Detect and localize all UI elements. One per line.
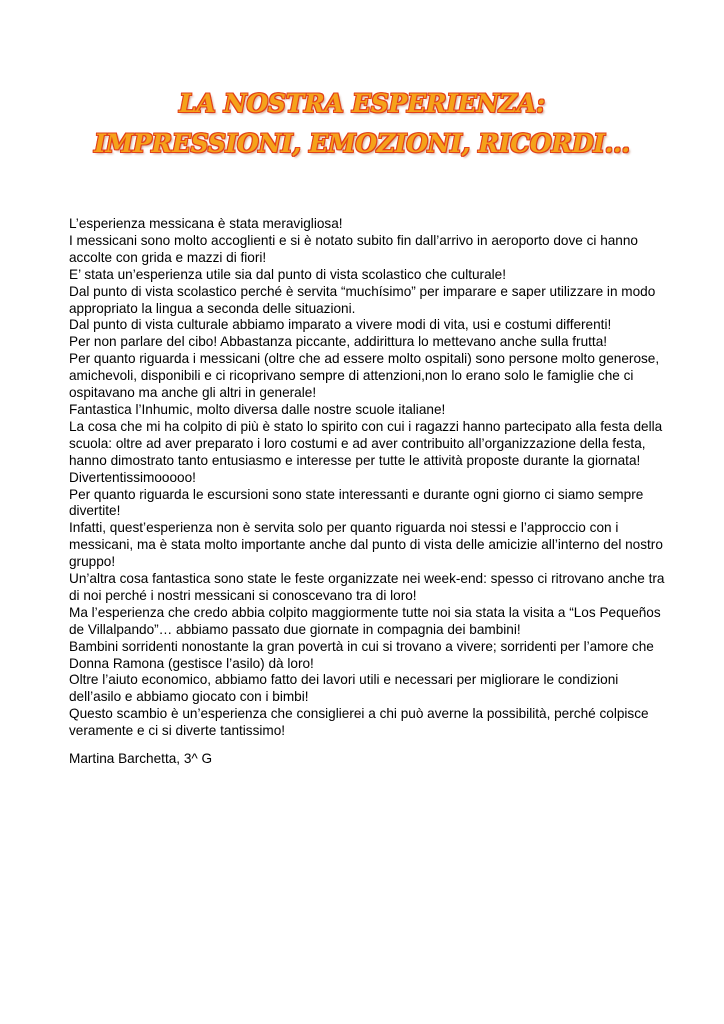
paragraph: L’esperienza messicana è stata meravigliosa! [69,216,343,231]
paragraph: La cosa che mi ha colpito di più è stato lo spirito con cui i ragazzi hanno partecipato alla festa della scuola: oltre ad aver preparato i loro costumi e ad aver contribuito all’organizzazione della festa, hanno dimostrato tanto entusiasmo e interesse per tutte le attività proposte durante la giornata! Divertentissimooooo! [69,418,663,485]
paragraph: E’ stata un’esperienza utile sia dal punto di vista scolastico che culturale! [69,266,507,282]
body-text [69,216,669,740]
title-line-1: LA NOSTRA ESPERIENZA: [179,89,545,118]
paragraph: Dal punto di vista scolastico perché è servita “muchísimo” per imparare e saper utilizzare in modo appropriato la lingua a seconda delle situazioni. [69,283,656,316]
paragraph: Dal punto di vista culturale abbiamo imparato a vivere modi di vita, usi e costumi differenti! [69,317,612,333]
paragraph: Fantastica l’Inhumic, molto diversa dalle nostre scuole italiane! [69,401,446,417]
paragraph: Ma l’esperienza che credo abbia colpito maggiormente tutte noi sia stata la visita a “Los Pequeños de Villalpando”… abbiamo passato due giornate in compagnia dei bambini! [69,604,661,637]
paragraph: I messicani sono molto accoglienti e si è notato subito fin dall’arrivo in aeroporto dove ci hanno accolte con grida e mazzi di fiori! [69,232,638,265]
paragraph: Infatti, quest’esperienza non è servita solo per quanto riguarda noi stessi e l’approccio con i messicani, ma è stata molto importante anche dal punto di vista delle amicizie all’interno del nostro gruppo! [69,520,663,570]
paragraph: Oltre l’aiuto economico, abbiamo fatto dei lavori utili e necessari per migliorare le condizioni dell’asilo e abbiamo giocato con i bimbi! [69,672,619,705]
paragraph: Per quanto riguarda i messicani (oltre che ad essere molto ospitali) sono persone molto generose, amichevoli, disponibili e ci ricoprivano sempre di attenzioni,non lo erano solo le famiglie che ci ospitavano ma anche gli altri in generale! [69,351,660,401]
page-title [0,84,724,164]
paragraph: Per non parlare del cibo! Abbastanza piccante, addirittura lo mettevano anche sulla frutta! [69,334,608,350]
title-line-2: IMPRESSIONI, EMOZIONI, RICORDI... [94,129,630,158]
signature: Martina Barchetta, 3^ G [69,751,213,766]
paragraph: Un’altra cosa fantastica sono state le feste organizzate nei week-end: spesso ci ritrovano anche tra di noi perché i nostri messicani si conoscevano tra di loro! [69,571,665,603]
paragraph: Per quanto riguarda le escursioni sono state interessanti e durante ogni giorno ci siamo sempre divertite! [69,486,644,519]
paragraph: Questo scambio è un’esperienza che consiglierei a chi può averne la possibilità, perché colpisce veramente e ci si diverte tantissimo! [69,706,649,739]
paragraph: Bambini sorridenti nonostante la gran povertà in cui si trovano a vivere; sorridenti per l’amore che Donna Ramona (gestisce l’asilo) dà loro! [69,638,654,671]
